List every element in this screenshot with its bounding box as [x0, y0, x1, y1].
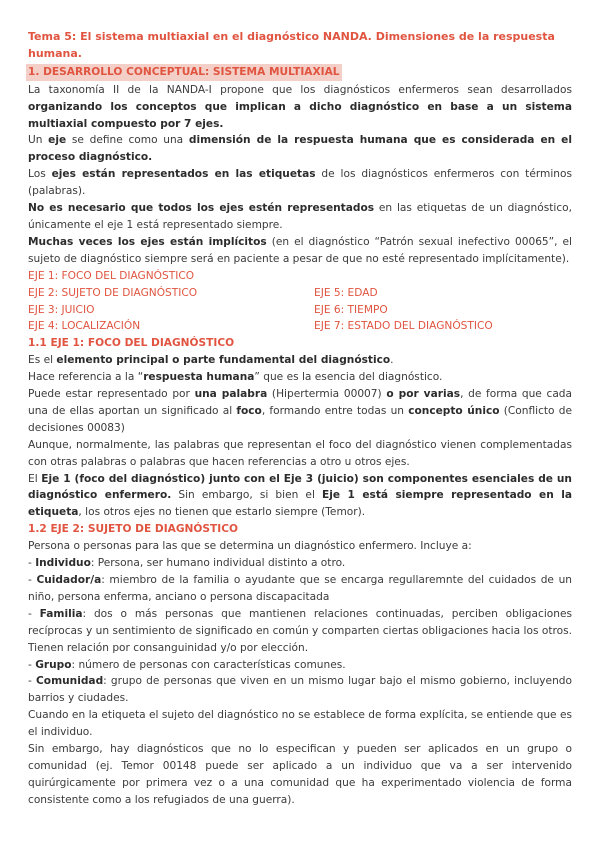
text-span: (en el diagnóstico “Patrón sexual inefectivo 00065”, el sujeto de diagnóstico siempre será en paciente a pesar de que no esté representado implícitamente). [28, 235, 572, 265]
text-span: : grupo de personas que viven en un mismo lugar bajo el mismo gobierno, incluyendo barrios y ciudades. [28, 675, 572, 705]
text-span: , los otros ejes no tienen que estarlo siempre (Temor). [78, 506, 366, 519]
axis-3: EJE 3: JUICIO [28, 303, 95, 316]
paragraph [28, 352, 572, 369]
text-span: . [390, 354, 394, 367]
bold-text: respuesta humana [143, 371, 255, 384]
paragraph [28, 200, 572, 234]
paragraph [28, 386, 572, 437]
bold-text: elemento principal o parte fundamental del diagnóstico [56, 354, 391, 367]
list-dash: - [28, 607, 40, 620]
list-item [28, 673, 572, 707]
list-item [28, 555, 572, 572]
axis-5: EJE 5: EDAD [314, 286, 378, 299]
bold-text: Comunidad [36, 675, 104, 688]
axis-1: EJE 1: FOCO DEL DIAGNÓSTICO [28, 269, 195, 282]
bold-text: Grupo [35, 658, 72, 671]
axis-7: EJE 7: ESTADO DEL DIAGNÓSTICO [314, 320, 493, 333]
text-span: La taxonomía II de la NANDA-I propone que los diagnósticos enfermeros sean desarrollados [28, 83, 572, 96]
list-dash: - [28, 675, 37, 688]
bold-text: Familia [39, 607, 83, 620]
bold-text: No es necesario que todos los ejes estén representados [28, 202, 375, 215]
document-title: Tema 5: El sistema multiaxial en el diagnóstico NANDA. Dimensiones de la respuesta humana. [28, 30, 555, 60]
bold-text: foco [236, 404, 262, 417]
paragraph [28, 234, 572, 268]
list-dash: - [28, 658, 36, 671]
bold-text: Cuidador/a [36, 574, 102, 586]
text-span: (Conflicto de decisiones 00083) [28, 404, 572, 434]
bold-text: Eje 1 (foco del diagnóstico) junto con el Eje 3 (juicio) son componentes esenciales de un diagnóstico enfermero. [28, 472, 572, 502]
paragraph [28, 369, 572, 386]
axis-4: EJE 4: LOCALIZACIÓN [28, 320, 141, 333]
bold-text: Eje 1 está siempre representado en la etiqueta [28, 489, 572, 519]
text-span: Sin embargo, si bien el [171, 489, 323, 502]
text-span: Los [28, 168, 52, 181]
axis-6: EJE 6: TIEMPO [314, 303, 388, 316]
axis-2: EJE 2: SUJETO DE DIAGNÓSTICO [28, 286, 198, 299]
paragraph [28, 82, 572, 133]
text-span: Es el [28, 354, 57, 367]
bold-text: concepto único [408, 404, 500, 417]
list-dash: - [28, 574, 37, 586]
text-span: : Persona, ser humano individual distinto a otro. [90, 557, 346, 570]
section-heading-1-2: 1.2 EJE 2: SUJETO DE DIAGNÓSTICO [28, 523, 238, 536]
text-span: ” que es la esencia del diagnóstico. [254, 371, 443, 384]
section-heading-1: 1. DESARROLLO CONCEPTUAL: SISTEMA MULTIAXIAL [26, 64, 342, 81]
section-heading-1-1: 1.1 EJE 1: FOCO DEL DIAGNÓSTICO [28, 337, 235, 350]
paragraph: Persona o personas para las que se determina un diagnóstico enfermero. Incluye a: [28, 540, 472, 553]
axes-col-right [314, 285, 493, 336]
text-span: , formando entre todas un [261, 404, 409, 417]
bold-text: una palabra [194, 388, 268, 401]
axes-col-left [28, 285, 314, 336]
axes-list [28, 268, 572, 336]
text-span: de los diagnósticos enfermeros con términos (palabras). [28, 168, 572, 198]
text-span: se define como una [66, 134, 189, 147]
bold-text: organizando los conceptos que implican a dicho diagnóstico en base a un sistema multiaxial compuesto por 7 ejes. [28, 100, 572, 130]
bold-text: Muchas veces los ejes están implícitos [28, 235, 267, 248]
bold-text: Individuo [35, 557, 91, 570]
text-span: El [28, 472, 42, 485]
text-span: : número de personas con características comunes. [71, 658, 346, 671]
bold-text: eje [48, 134, 67, 147]
text-span: : dos o más personas que mantienen relaciones continuadas, perciben obligaciones recíprocas y un sentimiento de significado en común y comparten ciertas obligaciones hacia los otros. Tienen relación por consanguinidad y/o por elección. [28, 607, 572, 654]
paragraph [28, 471, 572, 522]
list-dash: - [28, 557, 36, 570]
text-span: (Hipertermia 00007) [267, 388, 387, 401]
text-span: Un [28, 134, 49, 147]
text-span: , de forma que cada una de ellas aportan un significado al [28, 388, 573, 417]
bold-text: o por varias [386, 388, 461, 401]
bold-text: ejes están representados en las etiquetas [51, 168, 316, 181]
list-item [28, 606, 572, 657]
paragraph [28, 166, 572, 200]
bold-text: dimensión de la respuesta humana que es considerada en el proceso diagnóstico. [28, 134, 572, 164]
text-span: : miembro de la familia o ayudante que se encarga regullaremnte del cuidados de un niño, persona enferma, anciano o persona discapacitada [28, 574, 572, 603]
paragraph: Sin embargo, hay diagnósticos que no lo especifican y pueden ser aplicados en un grupo o comunidad (ej. Temor 00148 puede ser aplicado a un individuo que va a ser intervenido quirúrgicamente por primera vez o a una comunidad que ha experimentado violencia de forma consistente como a los refugiados de una guerra). [28, 743, 572, 806]
list-item [28, 572, 572, 606]
paragraph: Aunque, normalmente, las palabras que representan el foco del diagnóstico vienen complementadas con otras palabras o palabras que hacen referencias a otro u otros ejes. [28, 438, 572, 468]
paragraph: Cuando en la etiqueta el sujeto del diagnóstico no se establece de forma explícita, se entiende que es el individuo. [28, 709, 572, 739]
text-span: en las etiquetas de un diagnóstico, únicamente el eje 1 está representado siempre. [28, 202, 573, 231]
paragraph [28, 132, 572, 166]
axes-grid [28, 285, 572, 336]
text-span: Puede estar representado por [28, 388, 195, 401]
text-span: Hace referencia a la “ [28, 371, 144, 384]
list-item [28, 657, 572, 674]
